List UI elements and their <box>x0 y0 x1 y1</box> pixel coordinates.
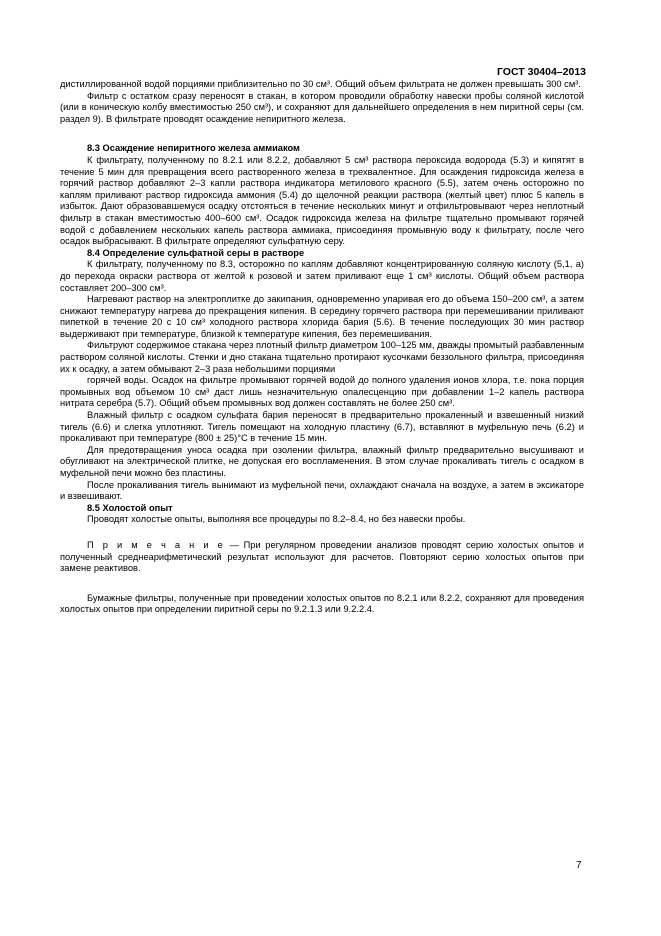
paragraph: Нагревают раствор на электроплитке до закипания, одновременно упаривая его до объема 150–200 см³, а затем снижают температуру нагрева до прекращения кипения. В середину горячего раствора при перемешивании приливают пипеткой в течение 20 с 10 см³ холодного раствора хлорида бария (5.6). В течение последующих 30 мин раствор выдерживают при температуре, близкой к температуре кипения, без перемешивания. <box>60 294 584 339</box>
paragraph: К фильтрату, полученному по 8.2.1 или 8.2.2, добавляют 5 см³ раствора пероксида водорода (5.3) и кипятят в течение 5 мин для превращения всего растворенного железа в трехвалентное. Для осаждения гидроксида железа в горячий раствор добавляют 2–3 капли раствора индикатора метилового красного (5.5), затем очень осторожно по каплям приливают раствор гидроксида аммония (5.4) до щелочной реакции раствора (желтый цвет) плюс 5 капель в избыток. Дают образовавшемуся осадку отстояться в течение нескольких минут и отфильтровывают через неплотный фильтр в стакан вместимостью 400–600 см³. Осадок гидроксида железа на фильтре тщательно промывают горячей водой с добавлением нескольких капель раствора аммиака, присоединяя промывную воду к фильтрату, после чего осадок выбрасывают. В фильтрате определяют сульфатную серу. <box>60 154 584 247</box>
page-number: 7 <box>576 860 582 871</box>
paragraph: Проводят холостые опыты, выполняя все процедуры по 8.2–8.4, но без навески пробы. <box>87 514 466 525</box>
paragraph: После прокаливания тигель вынимают из муфельной печи, охлаждают сначала на воздухе, а затем в эксикаторе и взвешивают. <box>60 479 584 502</box>
document-body <box>60 79 584 616</box>
paragraph: Фильтр с остатком сразу переносят в стакан, в котором проводили обработку навески пробы соляной кислотой (или в коническую колбу вместимостью 250 см³), и сохраняют для дальнейшего определения в нем пиритной серы (см. раздел 9). В фильтрате проводят осаждение непиритного железа. <box>60 90 584 124</box>
paragraph: дистиллированной водой порциями приблизительно по 30 см³. Общий объем фильтрата не должен превышать 300 см³. <box>60 79 581 89</box>
paragraph: Бумажные фильтры, полученные при проведении холостых опытов по 8.2.1 или 8.2.2, сохраняют для проведения холостых опытов при определении пиритной серы по 9.2.1.3 или 9.2.2.4. <box>60 592 584 615</box>
document-header: ГОСТ 30404–2013 <box>496 66 586 78</box>
section-heading-8-4: 8.4 Определение сульфатной серы в растворе <box>87 247 305 258</box>
section-heading-8-5: 8.5 Холостой опыт <box>87 502 173 513</box>
note-text: — При регулярном проведении анализов проводят серию холостых опытов и полученный среднеарифметический результат используют для расчетов. Повторяют серию холостых опытов при замене реактивов. <box>60 539 584 574</box>
note-label: П р и м е ч а н и е <box>87 539 225 550</box>
paragraph: горячей воды. Осадок на фильтре промывают горячей водой до полного удаления ионов хлора, т.е. пока порция промывных вод объемом 10 см³ даст лишь незначительную опалесценцию при добавлении 1–2 капель раствора нитрата серебра (5.7). Общий объем промывных вод должен составлять не более 250 см³. <box>60 375 584 409</box>
paragraph: К фильтрату, полученному по 8.3, осторожно по каплям добавляют концентрированную соляную кислоту (5,1, а) до перехода окраски раствора от желтой к розовой и затем приливают еще 1 см³ кислоты. Общий объем раствора составляет 200–300 см³. <box>60 259 584 293</box>
section-heading-8-3: 8.3 Осаждение непиритного железа аммиаком <box>87 143 300 154</box>
paragraph: Влажный фильтр с осадком сульфата бария переносят в предварительно прокаленный и взвешенный низкий тигель (6.6) и слегка уплотняют. Тигель помещают на холодную пластину (6.7), вставляют в муфельную печь (6.2) и прокаливают при температуре (800 ± 25)°С в течение 15 мин. <box>60 410 584 444</box>
note <box>60 540 584 575</box>
paragraph: Фильтруют содержимое стакана через плотный фильтр диаметром 100–125 мм, дважды промытый разбавленным раствором соляной кислоты. Стенки и дно стакана тщательно протирают кусочками беззольного фильтра, присоединяя их к осадку, а затем обмывают 2–3 раза небольшими порциями <box>60 340 584 374</box>
paragraph: Для предотвращения уноса осадка при озолении фильтра, влажный фильтр предварительно высушивают и обугливают на электрической плитке, не допуская его воспламенения. В этом случае прокаливать тигель с осадком в муфельной печи можно без пластины. <box>60 444 584 478</box>
